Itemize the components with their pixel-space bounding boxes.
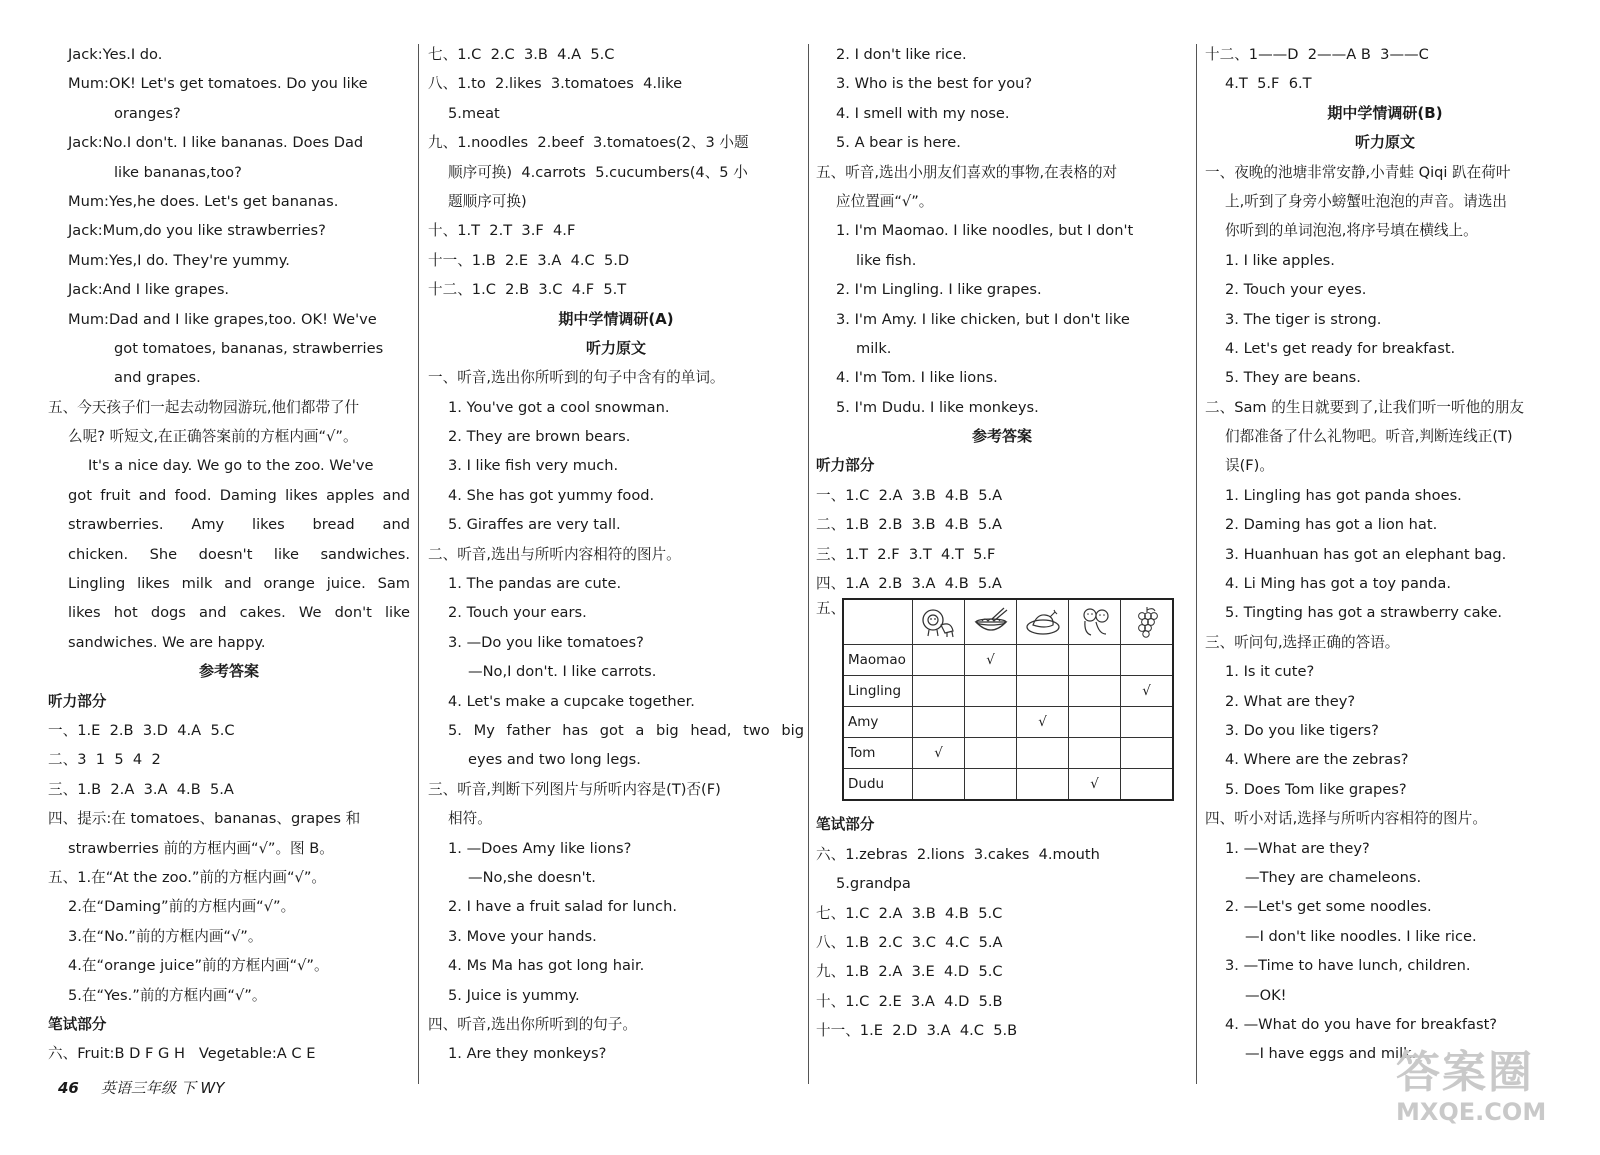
row-name: Dudu	[843, 769, 913, 801]
text-line: —They are chameleons.	[1245, 868, 1422, 886]
answer-line: 5.meat	[448, 104, 500, 122]
check-cell: √	[1121, 676, 1174, 707]
text-line: 1. I like apples.	[1225, 251, 1335, 269]
subheading: 笔试部分	[48, 1015, 107, 1033]
text-line: 4. Let's make a cupcake together.	[448, 692, 695, 710]
row-name: Amy	[843, 707, 913, 738]
table-row	[843, 645, 1173, 676]
book-label: 英语三年级 下 WY	[100, 1079, 225, 1097]
text-line: oranges?	[114, 104, 181, 122]
answer-line: 十、1.T 2.T 3.F 4.F	[428, 222, 576, 240]
section-heading: 么呢? 听短文,在正确答案前的方框内画“√”。	[68, 428, 358, 446]
text-line: Mum:OK! Let's get tomatoes. Do you like	[68, 75, 368, 93]
text-line: 2. What are they?	[1225, 692, 1356, 710]
check-cell	[1069, 676, 1121, 707]
answer-line: 三、1.B 2.A 3.A 4.B 5.A	[48, 780, 234, 798]
text-line: 4. She has got yummy food.	[448, 486, 655, 504]
check-cell: √	[1017, 707, 1069, 738]
text-line: 1. Lingling has got panda shoes.	[1225, 486, 1462, 504]
answer-line: 八、1.to 2.likes 3.tomatoes 4.like	[428, 75, 683, 93]
answer-line: 顺序可换) 4.carrots 5.cucumbers(4、5 小	[448, 163, 748, 181]
answer-line: 十一、1.B 2.E 3.A 4.C 5.D	[428, 251, 630, 269]
section-heading: 五、今天孩子们一起去动物园游玩,他们都带了什	[48, 398, 360, 416]
text-line: 3. I like fish very much.	[448, 457, 619, 475]
check-cell	[1017, 769, 1069, 801]
check-cell: √	[965, 645, 1017, 676]
text-line: 2. I have a fruit salad for lunch.	[448, 898, 677, 916]
text-line: 5. My father has got a big head, two big	[448, 721, 804, 739]
check-cell: √	[913, 738, 965, 769]
text-line: 5. Does Tom like grapes?	[1225, 780, 1407, 798]
text-line: 4. —What do you have for breakfast?	[1225, 1015, 1498, 1033]
text-line: got fruit and food. Daming likes apples and	[68, 486, 410, 504]
header-corner	[843, 599, 913, 645]
text-line: 4. Ms Ma has got long hair.	[448, 957, 645, 975]
text-line: and grapes.	[114, 369, 201, 387]
answer-line: 四、提示:在 tomatoes、bananas、grapes 和	[48, 810, 361, 828]
text-line: —No,I don't. I like carrots.	[468, 663, 657, 681]
lion-icon	[913, 599, 965, 645]
text-line: 5. Juice is yummy.	[448, 986, 580, 1004]
text-line: —OK!	[1245, 986, 1287, 1004]
check-cell	[913, 707, 965, 738]
column-divider	[418, 44, 419, 1084]
answers-heading: 参考答案	[198, 662, 259, 681]
text-line: 2. Touch your eyes.	[1225, 281, 1367, 299]
check-cell	[1017, 738, 1069, 769]
answer-line: 三、1.T 2.F 3.T 4.T 5.F	[816, 545, 996, 563]
text-line: 4. Where are the zebras?	[1225, 751, 1409, 769]
section-heading: 误(F)。	[1225, 457, 1274, 475]
check-cell	[1121, 645, 1174, 676]
answer-line: 十、1.C 2.E 3.A 4.D 5.B	[816, 992, 1003, 1010]
answer-line: 二、1.B 2.B 3.B 4.B 5.A	[816, 516, 1002, 534]
answer-line: 六、1.zebras 2.lions 3.cakes 4.mouth	[816, 845, 1100, 863]
row-name: Tom	[843, 738, 913, 769]
check-cell	[1069, 645, 1121, 676]
row-name: Lingling	[843, 676, 913, 707]
check-cell	[913, 645, 965, 676]
text-line: Jack:Yes.I do.	[68, 46, 163, 63]
text-line: 1. Is it cute?	[1225, 663, 1315, 681]
answers-heading: 参考答案	[971, 427, 1032, 446]
text-line: 3. Who is the best for you?	[836, 75, 1033, 93]
answer-line: 4.在“orange juice”前的方框内画“√”。	[68, 957, 329, 975]
text-line: 4. I smell with my nose.	[836, 104, 1010, 122]
text-line: 5. A bear is here.	[836, 134, 961, 152]
text-line: 3. —Time to have lunch, children.	[1225, 957, 1471, 975]
text-line: 5. They are beans.	[1225, 369, 1361, 387]
column-1	[48, 40, 410, 1069]
text-line: —I don't like noodles. I like rice.	[1245, 927, 1477, 945]
transcript-heading: 听力原文	[1354, 133, 1415, 152]
text-line: 1. —Does Amy like lions?	[448, 839, 632, 857]
section-heading: 你听到的单词泡泡,将序号填在横线上。	[1225, 222, 1478, 240]
text-line: 1. —What are they?	[1225, 839, 1370, 857]
text-line: 3. The tiger is strong.	[1225, 310, 1382, 328]
answer-line: 2.在“Daming”前的方框内画“√”。	[68, 898, 296, 916]
answer-line: 十二、1——D 2——A B 3——C	[1205, 46, 1429, 63]
page-footer	[58, 1077, 224, 1098]
text-line: 2. —Let's get some noodles.	[1225, 898, 1432, 916]
text-line: 2. Daming has got a lion hat.	[1225, 516, 1438, 534]
answer-line: 九、1.noodles 2.beef 3.tomatoes(2、3 小题	[428, 134, 749, 152]
check-cell	[965, 769, 1017, 801]
text-line: sandwiches. We are happy.	[68, 633, 266, 651]
section-heading: 三、听音,判断下列图片与所听内容是(T)否(F)	[428, 780, 721, 798]
section-heading: 一、听音,选出你所听到的句子中含有的单词。	[428, 369, 725, 387]
check-cell	[965, 676, 1017, 707]
check-cell	[965, 738, 1017, 769]
text-line: It's a nice day. We go to the zoo. We've	[88, 457, 374, 475]
answer-line: 七、1.C 2.C 3.B 4.A 5.C	[428, 46, 615, 63]
table-row	[843, 676, 1173, 707]
section-heading: 三、听问句,选择正确的答语。	[1205, 633, 1400, 651]
text-line: strawberries. Amy likes bread and	[68, 516, 410, 534]
monkey-icon	[1069, 599, 1121, 645]
answer-line: strawberries 前的方框内画“√”。图 B。	[68, 839, 334, 857]
section-heading: 们都准备了什么礼物吧。听音,判断连线正(T)	[1225, 428, 1513, 446]
text-line: 5. I'm Dudu. I like monkeys.	[836, 398, 1039, 416]
check-cell	[1017, 645, 1069, 676]
section-heading: 五、听音,选出小朋友们喜欢的事物,在表格的对	[816, 163, 1118, 181]
watermark-url: MXQE.COM	[1396, 1098, 1547, 1126]
text-line: —I have eggs and milk.	[1245, 1045, 1417, 1063]
exam-title: 期中学情调研(A)	[558, 309, 674, 328]
answer-line: 5.grandpa	[836, 875, 911, 893]
section-heading: 四、听小对话,选择与所听内容相符的图片。	[1205, 810, 1487, 828]
section-heading: 上,听到了身旁小螃蟹吐泡泡的声音。请选出	[1225, 192, 1507, 210]
check-cell	[913, 769, 965, 801]
text-line: Jack:No.I don't. I like bananas. Does Dad	[68, 134, 364, 152]
column-divider	[808, 44, 809, 1084]
text-line: like fish.	[856, 251, 917, 269]
text-line: Lingling likes milk and orange juice. Sam	[68, 575, 410, 593]
answer-line: 九、1.B 2.A 3.E 4.D 5.C	[816, 963, 1003, 981]
text-line: milk.	[856, 339, 892, 357]
column-3	[816, 40, 1188, 1046]
text-line: 2. I'm Lingling. I like grapes.	[836, 281, 1042, 299]
text-line: 5. Tingting has got a strawberry cake.	[1225, 604, 1503, 622]
answer-line: 二、3 1 5 4 2	[48, 751, 161, 769]
answer-line: 4.T 5.F 6.T	[1225, 75, 1312, 93]
table-row	[843, 738, 1173, 769]
watermark-text: 答案圈	[1396, 1047, 1534, 1098]
text-line: 2. Touch your ears.	[448, 604, 587, 622]
subheading: 笔试部分	[816, 816, 875, 834]
text-line: 3. I'm Amy. I like chicken, but I don't like	[836, 310, 1130, 328]
text-line: 3. —Do you like tomatoes?	[448, 633, 644, 651]
column-divider	[1196, 44, 1197, 1084]
check-cell	[1069, 707, 1121, 738]
text-line: 3. Do you like tigers?	[1225, 721, 1379, 739]
text-line: 2. I don't like rice.	[836, 46, 967, 63]
check-cell: √	[1069, 769, 1121, 801]
section-heading: 二、听音,选出与所听内容相符的图片。	[428, 545, 681, 563]
subheading: 听力部分	[816, 457, 875, 475]
check-cell	[1121, 738, 1174, 769]
preference-table	[842, 598, 1174, 801]
text-line: —No,she doesn't.	[468, 868, 596, 886]
answer-line: 一、1.E 2.B 3.D 4.A 5.C	[48, 721, 235, 739]
text-line: Mum:Dad and I like grapes,too. OK! We've	[68, 310, 377, 328]
answer-line: 3.在“No.”前的方框内画“√”。	[68, 927, 263, 945]
text-line: 1. The pandas are cute.	[448, 575, 622, 593]
section-heading: 相符。	[448, 810, 492, 828]
text-line: 2. They are brown bears.	[448, 428, 631, 446]
text-line: 3. Move your hands.	[448, 927, 597, 945]
check-cell	[1121, 769, 1174, 801]
check-cell	[1017, 676, 1069, 707]
text-line: Jack:Mum,do you like strawberries?	[68, 222, 326, 240]
section-heading: 应位置画“√”。	[836, 192, 934, 210]
answer-line: 十一、1.E 2.D 3.A 4.C 5.B	[816, 1022, 1018, 1040]
column-2	[428, 40, 804, 1069]
table-header-row	[843, 599, 1173, 645]
text-line: 1. I'm Maomao. I like noodles, but I don't	[836, 222, 1134, 240]
answer-line: 5.在“Yes.”前的方框内画“√”。	[68, 986, 267, 1004]
column-4	[1205, 40, 1565, 1069]
chicken-icon	[1017, 599, 1069, 645]
section-heading: 一、夜晚的池塘非常安静,小青蛙 Qiqi 趴在荷叶	[1205, 163, 1511, 181]
text-line: Jack:And I like grapes.	[68, 281, 230, 299]
answer-line: 一、1.C 2.A 3.B 4.B 5.A	[816, 486, 1003, 504]
text-line: 1. Are they monkeys?	[448, 1045, 607, 1063]
text-line: like bananas,too?	[114, 163, 242, 181]
table-row	[843, 769, 1173, 801]
row-name: Maomao	[843, 645, 913, 676]
table-row	[843, 707, 1173, 738]
text-line: 4. Let's get ready for breakfast.	[1225, 339, 1456, 357]
text-line: 4. Li Ming has got a toy panda.	[1225, 575, 1451, 593]
exam-title: 期中学情调研(B)	[1327, 103, 1443, 122]
page-number: 46	[58, 1079, 79, 1097]
text-line: chicken. She doesn't like sandwiches.	[68, 545, 410, 563]
answer-line: 八、1.B 2.C 3.C 4.C 5.A	[816, 933, 1003, 951]
preference-table-block	[816, 598, 1188, 810]
subheading: 听力部分	[48, 692, 107, 710]
text-line: likes hot dogs and cakes. We don't like	[68, 604, 410, 622]
text-line: eyes and two long legs.	[468, 751, 641, 769]
text-line: 1. You've got a cool snowman.	[448, 398, 670, 416]
check-cell	[1069, 738, 1121, 769]
text-line: Mum:Yes,I do. They're yummy.	[68, 251, 290, 269]
section-heading: 四、听音,选出你所听到的句子。	[428, 1015, 637, 1033]
text-line: 5. Giraffes are very tall.	[448, 516, 621, 534]
answer-line: 七、1.C 2.A 3.B 4.B 5.C	[816, 904, 1003, 922]
answer-line: 题顺序可换)	[448, 192, 527, 210]
answer-line: 五、1.在“At the zoo.”前的方框内画“√”。	[48, 868, 326, 886]
check-cell	[965, 707, 1017, 738]
check-cell	[913, 676, 965, 707]
transcript-heading: 听力原文	[585, 338, 646, 357]
check-cell	[1121, 707, 1174, 738]
text-line: 4. I'm Tom. I like lions.	[836, 369, 998, 387]
table-label: 五、	[816, 600, 846, 618]
text-line: Mum:Yes,he does. Let's get bananas.	[68, 192, 339, 210]
text-line: got tomatoes, bananas, strawberries	[114, 339, 384, 357]
answer-line: 十二、1.C 2.B 3.C 4.F 5.T	[428, 281, 627, 299]
grapes-icon	[1121, 599, 1174, 645]
section-heading: 二、Sam 的生日就要到了,让我们听一听他的朋友	[1205, 398, 1524, 416]
answer-line: 六、Fruit:B D F G H Vegetable:A C E	[48, 1045, 316, 1063]
text-line: 3. Huanhuan has got an elephant bag.	[1225, 545, 1507, 563]
watermark-logo	[1396, 1036, 1596, 1136]
answer-line: 四、1.A 2.B 3.A 4.B 5.A	[816, 575, 1002, 593]
noodles-icon	[965, 599, 1017, 645]
